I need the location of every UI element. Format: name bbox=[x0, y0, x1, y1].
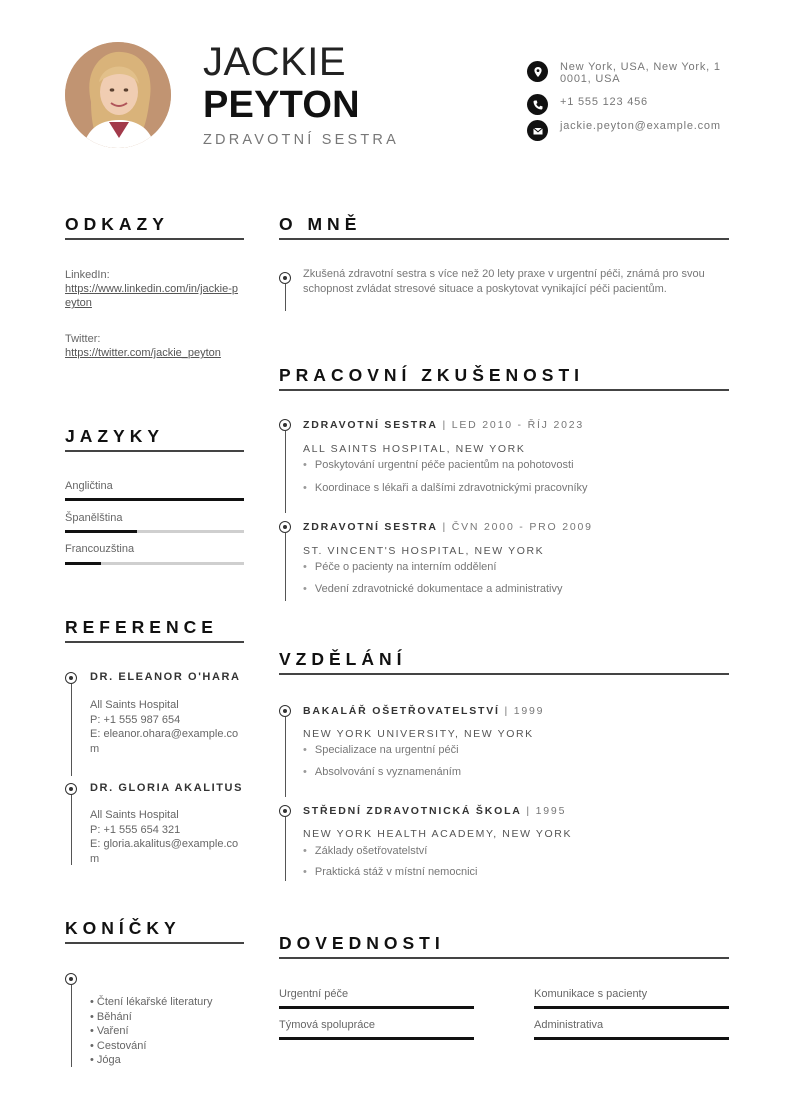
about-divider bbox=[279, 238, 729, 240]
list-item: • Koordinace s lékaři a dalšími zdravotnickými pracovníky bbox=[303, 482, 588, 494]
reference-phone: P: +1 555 987 654 bbox=[90, 713, 181, 726]
degree-line: STŘEDNÍ ZDRAVOTNICKÁ ŠKOLA | 1995 bbox=[303, 805, 567, 817]
employer: ALL SAINTS HOSPITAL, NEW YORK bbox=[303, 443, 526, 455]
list-item: • Péče o pacienty na interním oddělení bbox=[303, 561, 496, 573]
reference-name: DR. GLORIA AKALITUS bbox=[90, 782, 244, 794]
skills-heading: DOVEDNOSTI bbox=[279, 933, 445, 953]
list-item: • Praktická stáž v místní nemocnici bbox=[303, 866, 477, 878]
timeline-dot-icon bbox=[279, 705, 291, 717]
timeline-dot-icon bbox=[65, 672, 77, 684]
skill-name: Administrativa bbox=[534, 1019, 604, 1031]
list-item: • Absolvování s vyznamenáním bbox=[303, 766, 461, 778]
list-item: • Vedení zdravotnické dokumentace a administrativy bbox=[303, 583, 563, 595]
language-level-bar bbox=[65, 562, 244, 565]
reference-company: All Saints Hospital bbox=[90, 809, 179, 821]
about-heading: O MNĚ bbox=[279, 214, 362, 234]
timeline-dot-icon bbox=[279, 805, 291, 817]
references-heading: REFERENCE bbox=[65, 617, 218, 637]
list-item: • Cestování bbox=[90, 1039, 147, 1052]
list-item: • Vaření bbox=[90, 1025, 129, 1038]
list-item: • Jóga bbox=[90, 1054, 121, 1067]
timeline-dot-icon bbox=[65, 783, 77, 795]
language-level-bar bbox=[65, 498, 244, 501]
references-divider bbox=[65, 641, 244, 643]
languages-divider bbox=[65, 450, 244, 452]
skill-bar bbox=[279, 1006, 474, 1009]
school: NEW YORK UNIVERSITY, NEW YORK bbox=[303, 728, 534, 740]
language-name: Angličtina bbox=[65, 480, 113, 492]
hobby-list bbox=[90, 995, 212, 1068]
experience-divider bbox=[279, 389, 729, 391]
link-url-linkedin[interactable]: https://www.linkedin.com/in/jackie-peyton bbox=[65, 283, 239, 309]
location-icon bbox=[527, 61, 548, 82]
language-name: Francouzština bbox=[65, 543, 135, 555]
phone-icon bbox=[527, 94, 548, 115]
reference-company: All Saints Hospital bbox=[90, 699, 179, 711]
skills-divider bbox=[279, 957, 729, 959]
link-item-linkedin bbox=[65, 268, 243, 310]
timeline-line bbox=[285, 431, 286, 513]
reference-details bbox=[90, 808, 242, 866]
skill-bar bbox=[279, 1037, 474, 1040]
language-level-bar bbox=[65, 530, 244, 533]
reference-details bbox=[90, 698, 242, 756]
skill-bar bbox=[534, 1037, 729, 1040]
timeline-line bbox=[71, 985, 72, 1067]
timeline-dot-icon bbox=[279, 272, 291, 284]
reference-email: E: eleanor.ohara@example.com bbox=[90, 728, 239, 755]
reference-phone: P: +1 555 654 321 bbox=[90, 823, 181, 836]
timeline-line bbox=[285, 817, 286, 881]
reference-name: DR. ELEANOR O'HARA bbox=[90, 671, 241, 683]
email-text[interactable]: jackie.peyton@example.com bbox=[560, 120, 721, 132]
hobbies-heading: KONÍČKY bbox=[65, 918, 181, 938]
skill-name: Týmová spolupráce bbox=[279, 1019, 375, 1031]
link-url-twitter[interactable]: https://twitter.com/jackie_peyton bbox=[65, 347, 221, 359]
links-heading: ODKAZY bbox=[65, 214, 169, 234]
email-icon bbox=[527, 120, 548, 141]
education-heading: VZDĚLÁNÍ bbox=[279, 649, 407, 669]
list-item: • Poskytování urgentní péče pacientům na pohotovosti bbox=[303, 459, 574, 471]
list-item: • Specializace na urgentní péči bbox=[303, 744, 459, 756]
timeline-line bbox=[285, 284, 286, 311]
last-name: PEYTON bbox=[203, 84, 360, 126]
link-label: Twitter: bbox=[65, 333, 101, 345]
profile-photo bbox=[65, 42, 171, 148]
timeline-line bbox=[71, 790, 72, 865]
link-item-twitter bbox=[65, 332, 243, 360]
skill-name: Urgentní péče bbox=[279, 988, 349, 1000]
timeline-dot-icon bbox=[279, 521, 291, 533]
languages-heading: JAZYKY bbox=[65, 426, 165, 446]
experience-heading: PRACOVNÍ ZKUŠENOSTI bbox=[279, 365, 585, 385]
timeline-dot-icon bbox=[279, 419, 291, 431]
link-label: LinkedIn: bbox=[65, 269, 110, 281]
phone-text[interactable]: +1 555 123 456 bbox=[560, 96, 648, 108]
education-divider bbox=[279, 673, 729, 675]
reference-email: E: gloria.akalitus@example.com bbox=[90, 838, 239, 865]
links-divider bbox=[65, 238, 244, 240]
address-text: New York, USA, New York, 10001, USA bbox=[560, 61, 721, 85]
first-name: JACKIE bbox=[203, 40, 347, 84]
hobbies-divider bbox=[65, 942, 244, 944]
list-item: • Základy ošetřovatelství bbox=[303, 845, 427, 857]
job-title-line: ZDRAVOTNÍ SESTRA | LED 2010 - ŘÍJ 2023 bbox=[303, 419, 585, 431]
school: NEW YORK HEALTH ACADEMY, NEW YORK bbox=[303, 828, 573, 840]
degree-line: BAKALÁŘ OŠETŘOVATELSTVÍ | 1999 bbox=[303, 705, 545, 717]
timeline-line bbox=[285, 717, 286, 797]
job-title: ZDRAVOTNÍ SESTRA bbox=[203, 132, 399, 148]
contact-address bbox=[527, 61, 727, 85]
list-item: • Běhání bbox=[90, 1010, 132, 1023]
about-text: Zkušená zdravotní sestra s více než 20 lety praxe v urgentní péči, známá pro svou schopnost zvládat stresové situace a poskytovat vynikající péči pacientům. bbox=[303, 268, 705, 295]
skill-name: Komunikace s pacienty bbox=[534, 988, 648, 1000]
list-item: • Čtení lékařské literatury bbox=[90, 996, 213, 1008]
language-name: Španělština bbox=[65, 512, 123, 524]
contact-email bbox=[527, 120, 727, 141]
timeline-dot-icon bbox=[65, 973, 77, 985]
timeline-line bbox=[285, 533, 286, 601]
skill-bar bbox=[534, 1006, 729, 1009]
timeline-line bbox=[71, 678, 72, 776]
job-title-line: ZDRAVOTNÍ SESTRA | ČVN 2000 - PRO 2009 bbox=[303, 521, 593, 533]
employer: ST. VINCENT'S HOSPITAL, NEW YORK bbox=[303, 545, 545, 557]
contact-phone bbox=[527, 94, 727, 115]
